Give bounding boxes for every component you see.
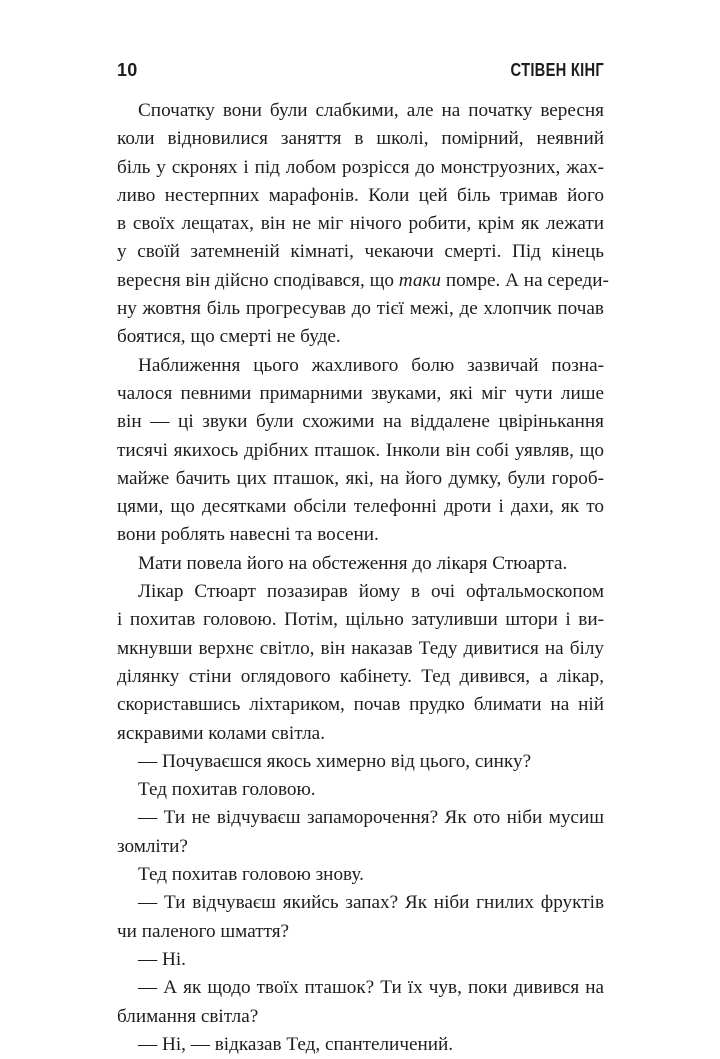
text-line: чалося певними примарними звуками, які міг чути лише bbox=[117, 382, 604, 404]
paragraph bbox=[117, 861, 604, 889]
text-line: — Ні, — відказав Тед, спантеличений. bbox=[138, 1033, 454, 1055]
text-line: ну жовтня біль прогресував до тієї межі, де хлопчик почав bbox=[117, 298, 604, 320]
paragraph bbox=[117, 776, 604, 804]
dialogue-line bbox=[117, 1031, 604, 1059]
text-run: вересня він дійсно сподівався, що bbox=[117, 269, 399, 291]
paragraph bbox=[117, 578, 604, 748]
text-line: блимання світла? bbox=[117, 1005, 259, 1027]
text-line: скориставшись ліхтариком, почав прудко блимати на ній bbox=[117, 694, 604, 716]
text-line: боятися, що смерті не буде. bbox=[117, 326, 341, 348]
dialogue-line bbox=[117, 974, 604, 1031]
text-line: він — ці звуки були схожими на віддалене цвірінькання bbox=[117, 411, 604, 433]
text-line: коли відновилися заняття в школі, помірний, неявний bbox=[117, 128, 604, 150]
dialogue-line bbox=[117, 804, 604, 861]
text-line: — Ні. bbox=[138, 948, 186, 970]
paragraph bbox=[117, 352, 604, 550]
text-line: — Ти відчуваєш якийсь запах? Як ніби гнилих фруктів bbox=[138, 892, 604, 914]
text-line: вони роблять навесні та восени. bbox=[117, 524, 379, 546]
text-line: в своїх лещатах, він не міг нічого робити, крім як лежати bbox=[117, 213, 604, 235]
text-line: мкнувши верхнє світло, він наказав Теду дивитися на білу bbox=[117, 637, 604, 659]
text-line: яскравими колами світла. bbox=[117, 722, 325, 744]
page-number: 10 bbox=[117, 60, 138, 80]
text-line: Наближення цього жахливого болю зазвичай позна- bbox=[138, 354, 604, 376]
text-line: зомліти? bbox=[117, 835, 188, 857]
text-line: — Почуваєшся якось химерно від цього, синку? bbox=[138, 750, 532, 772]
text-line: — Ти не відчуваєш запаморочення? Як ото ніби мусиш bbox=[138, 807, 604, 829]
text-line: Мати повела його на обстеження до лікаря Стюарта. bbox=[138, 552, 568, 574]
text-line bbox=[117, 267, 609, 295]
text-line: Лікар Стюарт позазирав йому в очі офтальмоскопом bbox=[138, 581, 604, 603]
dialogue-line bbox=[117, 889, 604, 946]
text-line: тисячі якихось дрібних пташок. Інколи він собі уявляв, що bbox=[117, 439, 604, 461]
paragraph bbox=[117, 97, 609, 352]
text-line: цями, що десятками обсіли телефонні дроти і дахи, як то bbox=[117, 496, 604, 518]
text-line: ливо нестерпних марафонів. Коли цей біль тримав його bbox=[117, 184, 604, 206]
running-head bbox=[117, 60, 604, 88]
text-line: — А як щодо твоїх пташок? Ти їх чув, поки дивився на bbox=[138, 977, 604, 999]
text-run: помре. А на середи- bbox=[441, 269, 609, 291]
paragraph bbox=[117, 550, 604, 578]
text-line: біль у скронях і під лобом розрісся до монструозних, жах- bbox=[117, 156, 604, 178]
text-line: Тед похитав головою знову. bbox=[138, 864, 364, 886]
body-text bbox=[117, 97, 609, 1059]
text-line: Спочатку вони були слабкими, але на початку вересня bbox=[138, 100, 604, 121]
text-line: Тед похитав головою. bbox=[138, 779, 316, 801]
dialogue-line bbox=[117, 946, 604, 974]
dialogue-line bbox=[117, 748, 604, 776]
text-line: ділянку стіни оглядового кабінету. Тед дивився, а лікар, bbox=[117, 665, 604, 687]
text-line: у своїй затемненій кімнаті, чекаючи смерті. Під кінець bbox=[117, 241, 604, 263]
running-head-author: СТІВЕН КІНГ bbox=[510, 60, 604, 80]
text-line: майже бачить цих пташок, які, на його думку, були гороб- bbox=[117, 467, 604, 489]
italic-emphasis: таки bbox=[398, 269, 442, 291]
text-line: чи паленого шмаття? bbox=[117, 920, 290, 942]
text-line: і похитав головою. Потім, щільно затуливши штори і ви- bbox=[117, 609, 604, 631]
